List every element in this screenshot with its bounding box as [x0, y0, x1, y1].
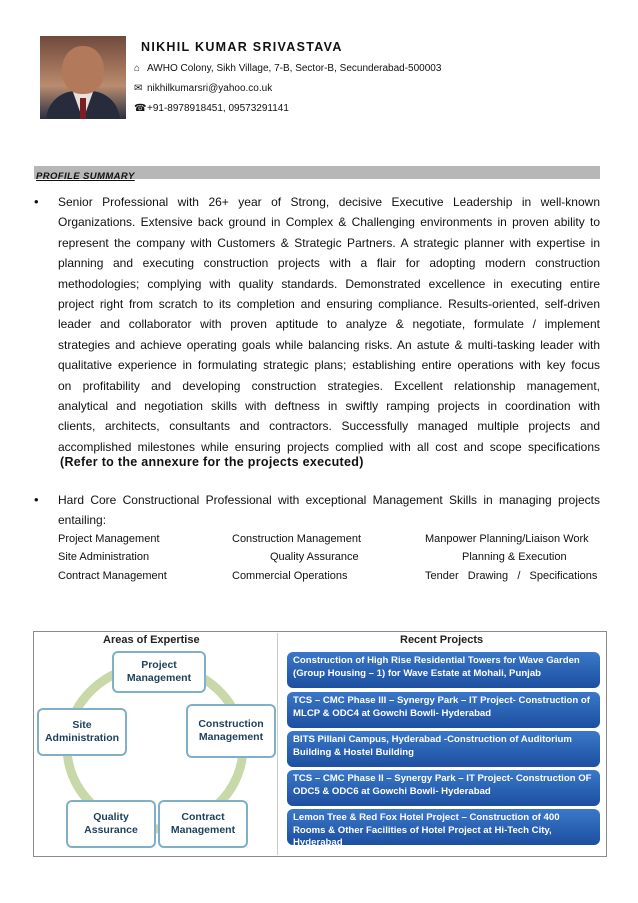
address-line: ⌂ AWHO Colony, Sikh Village, 7-B, Sector-B, Secunderabad-500003 — [134, 63, 442, 74]
project-item: TCS – CMC Phase III – Synergy Park – IT Project- Construction of MLCP & ODC4 at Gowchi Bowli- Hyderabad — [287, 692, 600, 728]
project-item: TCS – CMC Phase II – Synergy Park – IT Project- Construction OF ODC5 & ODC6 at Gowchi Bowli- Hyderabad — [287, 770, 600, 806]
telephone-icon: ☎ — [134, 103, 147, 114]
skill-item: Construction Management — [232, 533, 362, 545]
summary-line: on profitability and developing construction strategies. Excellent relationship management, — [58, 378, 600, 393]
skill-item: Manpower Planning/Liaison Work — [425, 533, 589, 545]
expertise-node-site-administration: Site Administration — [37, 708, 127, 756]
summary-line: represent the company with Customers & Strategic Partners. A strategic planner with expertise in — [58, 235, 600, 250]
expertise-node-project-management: Project Management — [112, 651, 206, 693]
skill-item: Commercial Operations — [232, 570, 348, 582]
summary-line: leader and collaborator with proven aptitude to analyze & negotiate, formulate / implement — [58, 317, 600, 332]
envelope-icon: ✉ — [134, 83, 143, 94]
projects-title: Recent Projects — [400, 634, 484, 646]
summary-line: strategies and achieve operating goals while balancing risks. An astute & multi-tasking leader with — [58, 337, 600, 352]
skill-item: Tender Drawing / Specifications — [425, 570, 598, 582]
profile-summary-heading: PROFILE SUMMARY — [34, 166, 600, 179]
expertise-node-contract-management: Contract Management — [158, 800, 248, 848]
summary-line: project right from scratch to its completion and ensuring compliance. Results-oriented, self-driven — [58, 297, 600, 312]
panel-divider — [277, 633, 278, 855]
expertise-node-construction-management: Construction Management — [186, 704, 276, 758]
email-line — [134, 83, 272, 94]
summary-line: qualitative experience in formulating strategic plans; establishing entire operations with key focus — [58, 358, 600, 373]
home-icon: ⌂ — [134, 63, 141, 74]
candidate-name: NIKHIL KUMAR SRIVASTAVA — [141, 40, 343, 54]
skill-item: Quality Assurance — [270, 551, 359, 563]
skill-item: Planning & Execution — [462, 551, 567, 563]
bullet-dot: • — [34, 194, 39, 209]
annexure-note: (Refer to the annexure for the projects executed) — [60, 455, 364, 469]
profile-summary-text — [58, 192, 600, 457]
expertise-title: Areas of Expertise — [103, 634, 200, 646]
profile-photo — [40, 36, 126, 119]
summary-line: accomplished milestones while ensuring projects complied with all cost and scope specifications — [58, 439, 600, 454]
summary-line: methodologies; complying with quality standards. Demonstrated excellence in executing entire — [58, 276, 600, 291]
summary-line: analytical and negotiation skills with deftness in swiftly ramping projects in coordination with — [58, 399, 600, 414]
summary-line: planning and executing construction projects with a flair for adopting modern construction — [58, 256, 600, 271]
phone-line: ☎+91-8978918451, 09573291141 — [134, 103, 289, 114]
expertise-node-quality-assurance: Quality Assurance — [66, 800, 156, 848]
bullet-dot: • — [34, 492, 39, 507]
skill-item: Project Management — [58, 533, 160, 545]
skill-item: Contract Management — [58, 570, 167, 582]
skill-item: Site Administration — [58, 551, 150, 563]
summary-line: Senior Professional with 26+ year of Strong, decisive Executive Leadership in well-known — [58, 195, 600, 209]
summary-line: Organizations. Extensive back ground in Complex & Challenging environments in proven ability to — [58, 215, 600, 230]
project-item: Construction of High Rise Residential Towers for Wave Garden (Group Housing – 1) for Wave Estate at Mohali, Punjab — [287, 652, 600, 688]
project-item: Lemon Tree & Red Fox Hotel Project – Construction of 400 Rooms & Other Facilities of Hotel Project at Hi-Tech City, Hyderabad — [287, 809, 600, 845]
skills-intro: Hard Core Constructional Professional with exceptional Management Skills in managing projects entailing: — [58, 493, 600, 528]
email-link[interactable]: nikhilkumarsri@yahoo.co.uk — [147, 83, 273, 94]
project-item: BITS Pillani Campus, Hyderabad -Construction of Auditorium Building & Hostel Building — [287, 731, 600, 767]
summary-line: clients, architects, consultants and contractors. Successfully managed multiple projects and — [58, 419, 600, 434]
